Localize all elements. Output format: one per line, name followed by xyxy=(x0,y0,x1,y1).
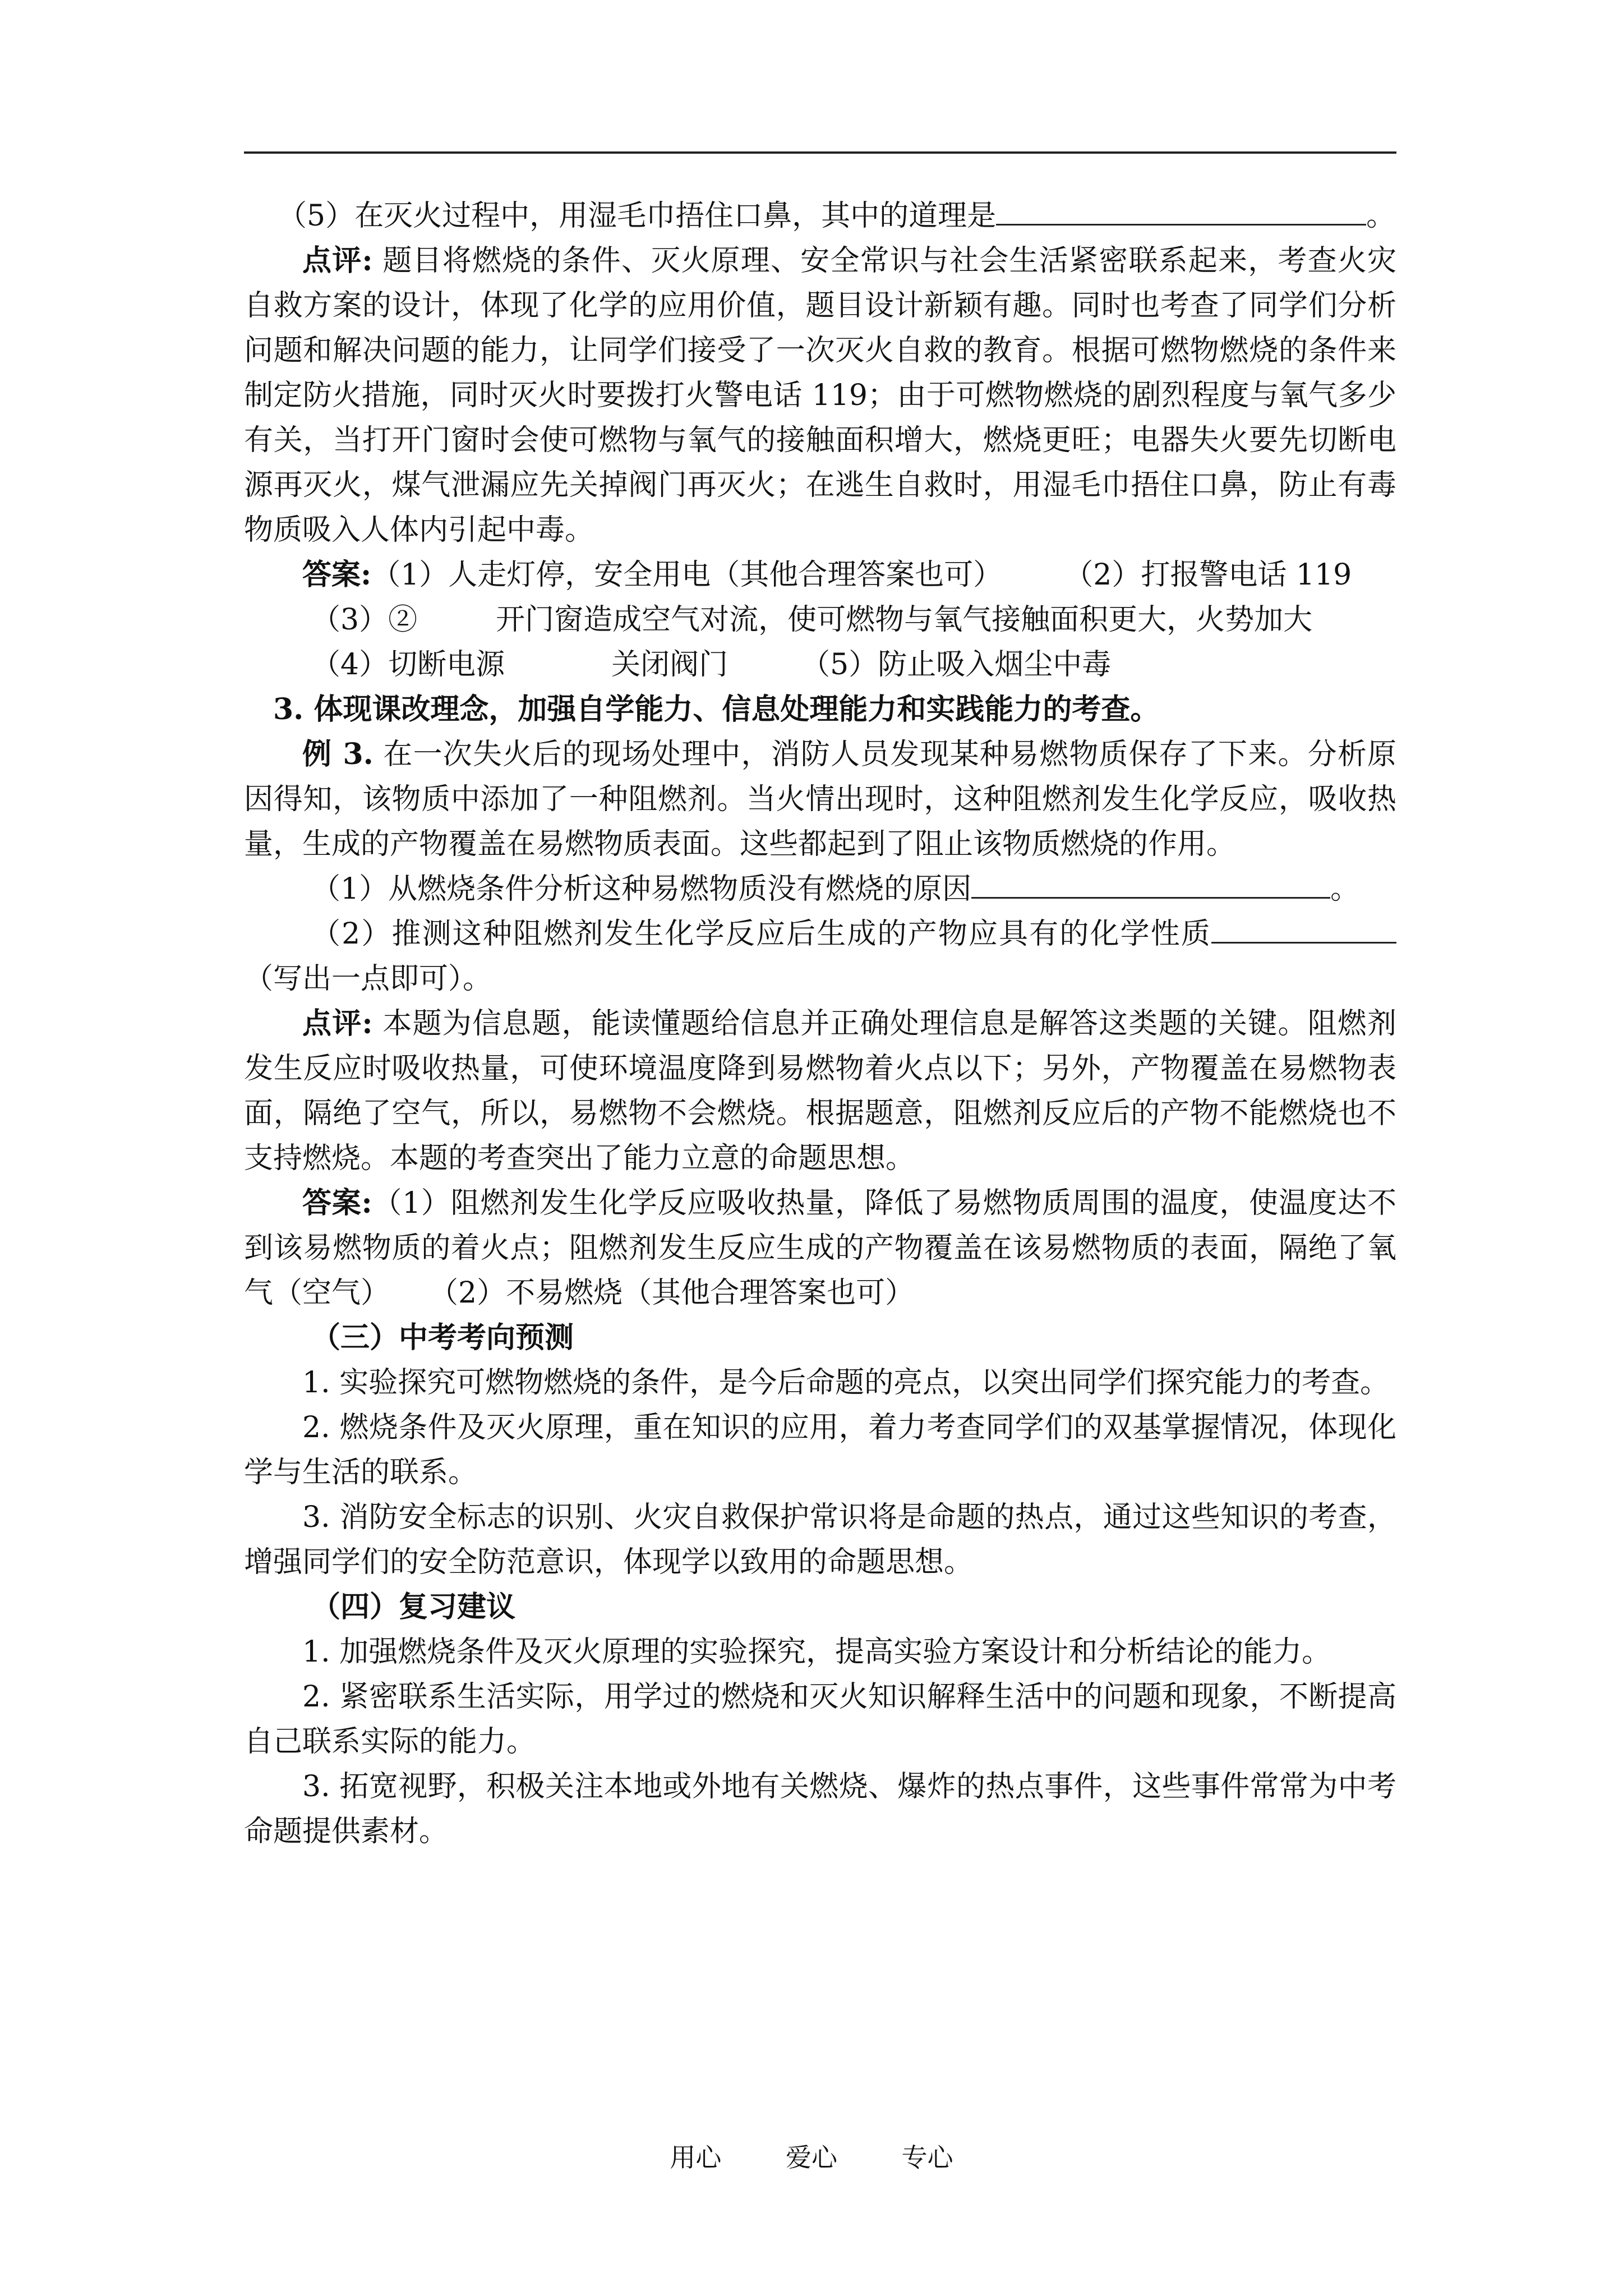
answer-text: （1）阻燃剂发生化学反应吸收热量，降低了易燃物质周围的温度，使温度达不到该易燃物质的着火点；阻燃剂发生反应生成的产物覆盖在该易燃物质的表面，隔绝了氧气（空气） xyxy=(244,1186,1396,1310)
section-heading-review: （四）复习建议 xyxy=(311,1590,516,1624)
question-text: （1）从燃烧条件分析这种易燃物质没有燃烧的原因 xyxy=(311,872,972,906)
comment-label: 点评: xyxy=(302,243,373,278)
answer-1-row2 xyxy=(244,597,1396,642)
answer-text: （4）切断电源 xyxy=(311,648,505,682)
forecast-item: 2. 燃烧条件及灭火原理，重在知识的应用，着力考查同学们的双基掌握情况，体现化学与生活的联系。 xyxy=(244,1411,1396,1489)
comment-text: 题目将燃烧的条件、灭火原理、安全常识与社会生活紧密联系起来，考查火灾自救方案的设计，体现了化学的应用价值，题目设计新颖有趣。同时也考查了同学们分析问题和解决问题的能力，让同学们接受了一次灭火自救的教育。根据可燃物燃烧的条件来制定防火措施，同时灭火时要拨打火警电话 119；由于可燃物燃烧的剧烈程度与氧气多少有关，当打开门窗时会使可燃物与氧气的接触面积增大，燃烧更旺；电器失火要先切断电源再灭火，煤气泄漏应先关掉阀门再灭火；在逃生自救时，用湿毛巾捂住口鼻，防止有毒物质吸入人体内引起中毒。 xyxy=(244,244,1397,547)
answer-text: （3）② xyxy=(311,603,418,637)
question-end: （写出一点即可）。 xyxy=(244,962,492,996)
section-heading-3: 3. 体现课改理念，加强自学能力、信息处理能力和实践能力的考查。 xyxy=(273,692,1160,726)
answer-label: 答案: xyxy=(302,558,372,592)
example-3 xyxy=(244,732,1396,867)
example-label: 例 3. xyxy=(302,737,374,771)
footer-word: 爱心 xyxy=(786,2142,837,2173)
answer-blank xyxy=(1211,915,1396,944)
example-text: 在一次失火后的现场处理中，消防人员发现某种易燃物质保存了下来。分析原因得知，该物质中添加了一种阻燃剂。当火情出现时，这种阻燃剂发生化学反应，吸收热量，生成的产物覆盖在易燃物质表面。这些都起到了阻止该物质燃烧的作用。 xyxy=(244,738,1397,861)
review-item: 1. 加强燃烧条件及灭火原理的实验探究，提高实验方案设计和分析结论的能力。 xyxy=(302,1635,1331,1669)
question-text: （2）推测这种阻燃剂发生化学反应后生成的产物应具有的化学性质 xyxy=(311,917,1211,951)
comment-2 xyxy=(244,1001,1396,1181)
header-rule xyxy=(244,151,1396,154)
footer-word: 用心 xyxy=(670,2142,722,2173)
answer-1-row3 xyxy=(244,642,1396,687)
footer-word: 专心 xyxy=(901,2142,953,2173)
answer-1-row1 xyxy=(244,553,1396,597)
answer-text: 关闭阀门 xyxy=(611,648,728,682)
review-item: 2. 紧密联系生活实际，用学过的燃烧和灭火知识解释生活中的问题和现象，不断提高自己联系实际的能力。 xyxy=(244,1680,1396,1759)
document-body xyxy=(244,194,1396,1854)
comment-text: 本题为信息题，能读懂题给信息并正确处理信息是解答这类题的关键。阻燃剂发生反应时吸收热量，可使环境温度降到易燃物着火点以下；另外，产物覆盖在易燃物表面，隔绝了空气，所以，易燃物不会燃烧。根据题意，阻燃剂反应后的产物不能燃烧也不支持燃烧。本题的考查突出了能力立意的命题思想。 xyxy=(244,1007,1397,1175)
answer-text: （2）打报警电话 119 xyxy=(1064,558,1352,592)
answer-text: （2）不易燃烧（其他合理答案也可） xyxy=(429,1276,915,1310)
answer-blank xyxy=(971,870,1330,899)
question-5-end: 。 xyxy=(1366,199,1396,233)
answer-blank xyxy=(996,197,1366,226)
page-footer xyxy=(0,2137,1623,2174)
question-end: 。 xyxy=(1330,872,1360,906)
answer-text: （5）防止吸入烟尘中毒 xyxy=(801,648,1112,682)
comment-label: 点评: xyxy=(302,1006,373,1041)
review-item: 3. 拓宽视野，积极关注本地或外地有关燃烧、爆炸的热点事件，这些事件常常为中考命题提供素材。 xyxy=(244,1770,1396,1848)
example-3-q1 xyxy=(244,867,1396,912)
question-5-text: （5）在灭火过程中，用湿毛巾捂住口鼻，其中的道理是 xyxy=(278,199,997,233)
example-3-q2 xyxy=(244,912,1396,1001)
answer-2 xyxy=(244,1181,1396,1315)
section-heading-forecast: （三）中考考向预测 xyxy=(311,1320,574,1355)
question-5 xyxy=(244,194,1396,238)
forecast-item: 1. 实验探究可燃物燃烧的条件，是今后命题的亮点，以突出同学们探究能力的考查。 xyxy=(302,1366,1390,1400)
answer-label: 答案: xyxy=(302,1186,372,1220)
answer-text: 开门窗造成空气对流，使可燃物与氧气接触面积更大，火势加大 xyxy=(496,603,1313,637)
comment-1 xyxy=(244,238,1396,553)
forecast-item: 3. 消防安全标志的识别、火灾自救保护常识将是命题的热点，通过这些知识的考查，增强同学们的安全防范意识，体现学以致用的命题思想。 xyxy=(244,1501,1396,1579)
answer-text: （1）人走灯停，安全用电（其他合理答案也可） xyxy=(371,558,1003,592)
